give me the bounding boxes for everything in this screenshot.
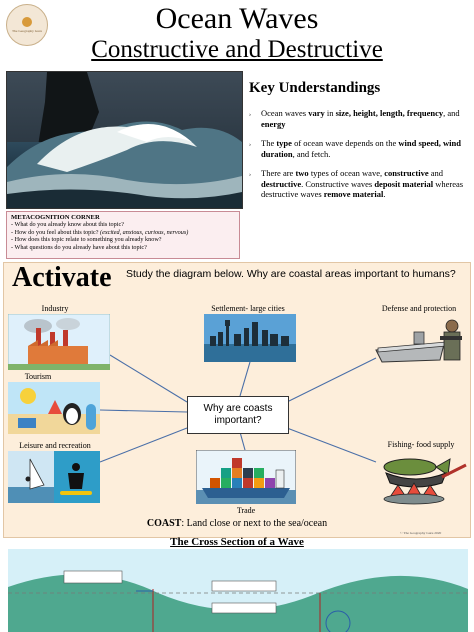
meta-question: - What do you already know about this topic? xyxy=(11,221,124,229)
label-tourism: Tourism xyxy=(24,372,52,381)
center-question-line1: Why are coasts xyxy=(203,403,273,414)
ku-bold: deposit material xyxy=(374,178,434,189)
cross-section-title: The Cross Section of a Wave xyxy=(170,536,304,548)
ku-text: , and fetch. xyxy=(292,148,331,159)
connector-fishing xyxy=(287,428,376,462)
copyright: © The Geography Guru 2020 xyxy=(400,531,442,535)
ku-bold: destructive xyxy=(261,178,302,189)
ku-bold: energy xyxy=(261,118,286,129)
meta-q1: What do you already know about this topic? xyxy=(14,221,124,229)
ku-bold: type xyxy=(276,138,292,148)
ku-bold: remove material xyxy=(323,189,384,199)
meta-q2: How do you feel about this topic? xyxy=(14,228,101,236)
connector-defense xyxy=(287,358,376,402)
ku-text: The xyxy=(261,138,277,148)
ku-text: Ocean waves xyxy=(261,108,309,118)
label-blank-2 xyxy=(212,581,276,591)
activate-question: Study the diagram below. Why are coastal areas important to humans? xyxy=(126,268,456,280)
ku-text: , and xyxy=(443,108,460,118)
logo-text: The Geography Guru xyxy=(12,29,42,33)
ku-text: and xyxy=(428,168,444,178)
metacognition-title: METACOGNITION CORNER xyxy=(11,214,100,221)
bullet-icon: › xyxy=(249,112,251,118)
center-question-box xyxy=(187,396,289,434)
ku-text: . Constructive waves xyxy=(301,178,375,189)
fishing-image xyxy=(376,451,468,505)
meta-question: - How do you feel about this topic? (excited, anxious, curious, nervous) xyxy=(11,228,189,236)
meta-question: - How does this topic relate to something you already know? xyxy=(11,236,162,244)
meta-q3: How does this topic relate to something you already know? xyxy=(14,236,162,244)
ku-text: . xyxy=(383,189,386,199)
label-industry: Industry xyxy=(41,304,69,313)
connector-industry xyxy=(110,355,187,402)
ku-text: of ocean wave depends on the xyxy=(291,138,399,148)
activate-heading: Activate xyxy=(12,262,112,293)
trade-image xyxy=(196,450,296,504)
connector-settlement xyxy=(240,362,250,396)
label-settlement: Settlement- large cities xyxy=(211,304,285,313)
meta-question: - What questions do you already have about this topic? xyxy=(11,243,147,251)
bullet-icon: › xyxy=(249,172,251,178)
settlement-image xyxy=(204,314,296,362)
ku-bold: constructive xyxy=(384,168,429,178)
center-question-line2: important? xyxy=(214,415,262,426)
ku-text: whereas destructive waves xyxy=(261,178,464,199)
label-blank-3 xyxy=(212,603,276,613)
ku-text: There are xyxy=(261,168,296,178)
ku-bold: two xyxy=(295,168,309,178)
label-fishing: Fishing- food supply xyxy=(387,440,455,449)
page-title: Ocean Waves xyxy=(155,2,319,35)
wave-cross-section xyxy=(8,549,468,632)
connector-trade xyxy=(240,432,245,450)
industry-image xyxy=(8,314,110,370)
ku-bold: vary xyxy=(308,108,325,118)
leisure-image xyxy=(8,451,100,503)
connector-tourism xyxy=(100,410,187,412)
meta-q2-hint: (excited, anxious, curious, nervous) xyxy=(100,228,189,236)
tourism-image xyxy=(8,382,100,434)
meta-q4: What questions do you already have about this topic? xyxy=(14,243,147,251)
key-understandings-title: Key Understandings xyxy=(249,80,381,96)
label-trade: Trade xyxy=(236,506,256,515)
label-leisure: Leisure and recreation xyxy=(19,441,91,450)
page-subtitle: Constructive and Destructive xyxy=(91,36,383,63)
ku-text: in xyxy=(324,108,336,118)
coast-definition xyxy=(0,518,474,529)
ku-text: types of ocean wave, xyxy=(308,168,385,178)
coast-term: COAST xyxy=(146,518,182,529)
ku-bold: wind speed, wind duration xyxy=(261,138,461,159)
connector-leisure xyxy=(100,428,187,462)
coast-def: : Land close or next to the sea/ocean xyxy=(181,518,328,529)
label-defense: Defense and protection xyxy=(381,304,457,313)
label-blank-1 xyxy=(64,571,122,583)
defense-image xyxy=(374,314,466,370)
bullet-icon: › xyxy=(249,142,251,148)
ku-bold: size, height, length, frequency xyxy=(335,108,444,118)
